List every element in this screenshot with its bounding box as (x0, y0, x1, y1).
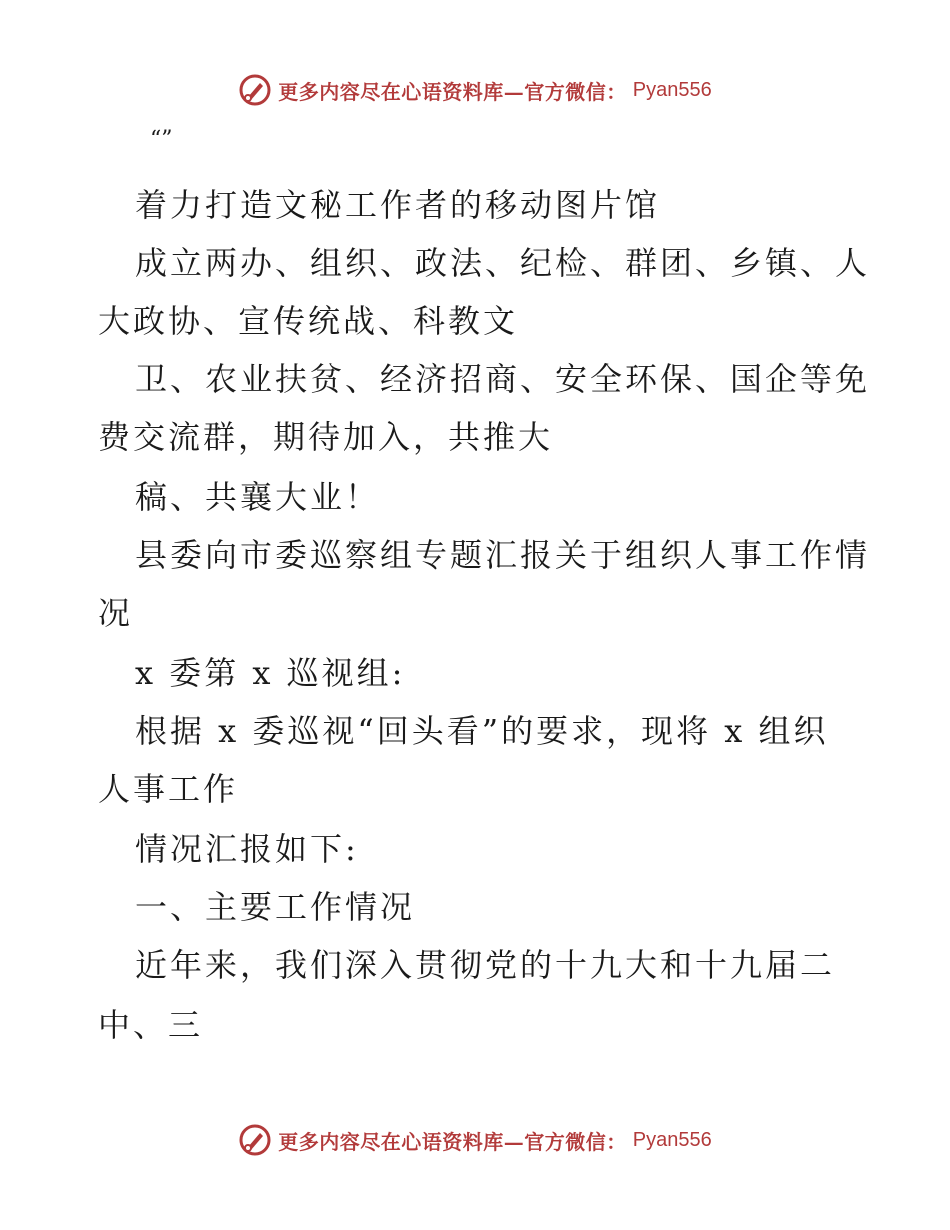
watermark-text: 更多内容尽在心语资料库—官方微信： (278, 1129, 627, 1154)
paragraph-line: 成立两办、组织、政法、纪检、群团、乡镇、人 (135, 244, 871, 282)
paragraph-line: 费交流群，期待加入，共推大 (98, 418, 554, 456)
quote-mark: “” (150, 127, 173, 152)
watermark-text: 更多内容尽在心语资料库—官方微信： (278, 79, 627, 104)
paragraph-line: 稿、共襄大业！ (135, 478, 381, 516)
watermark-wechat-id: Pyan556 (632, 78, 712, 101)
footer-watermark (0, 1120, 950, 1160)
header-watermark (0, 70, 950, 110)
paragraph-line: 大政协、宣传统战、科教文 (98, 302, 519, 340)
paragraph-line: x 委第 x 巡视组: (135, 654, 406, 692)
paragraph-line: 情况汇报如下: (135, 830, 359, 868)
paragraph-line: 县委向市委巡察组专题汇报关于组织人事工作情 (135, 536, 871, 574)
paragraph-line: 卫、农业扶贫、经济招商、安全环保、国企等免 (135, 360, 871, 398)
paragraph-line: 中、三 (98, 1006, 204, 1044)
paragraph-line: 人事工作 (98, 770, 239, 808)
pen-logo-icon (238, 1123, 272, 1157)
watermark-wechat-id: Pyan556 (632, 1128, 712, 1151)
pen-logo-icon (238, 73, 272, 107)
section-heading: 一、主要工作情况 (135, 888, 416, 926)
paragraph-line: 根据 x 委巡视“回头看”的要求，现将 x 组织 (135, 712, 829, 750)
paragraph-line: 着力打造文秘工作者的移动图片馆 (135, 186, 661, 224)
paragraph-line: 况 (98, 594, 134, 632)
paragraph-line: 近年来，我们深入贯彻党的十九大和十九届二 (135, 946, 836, 984)
